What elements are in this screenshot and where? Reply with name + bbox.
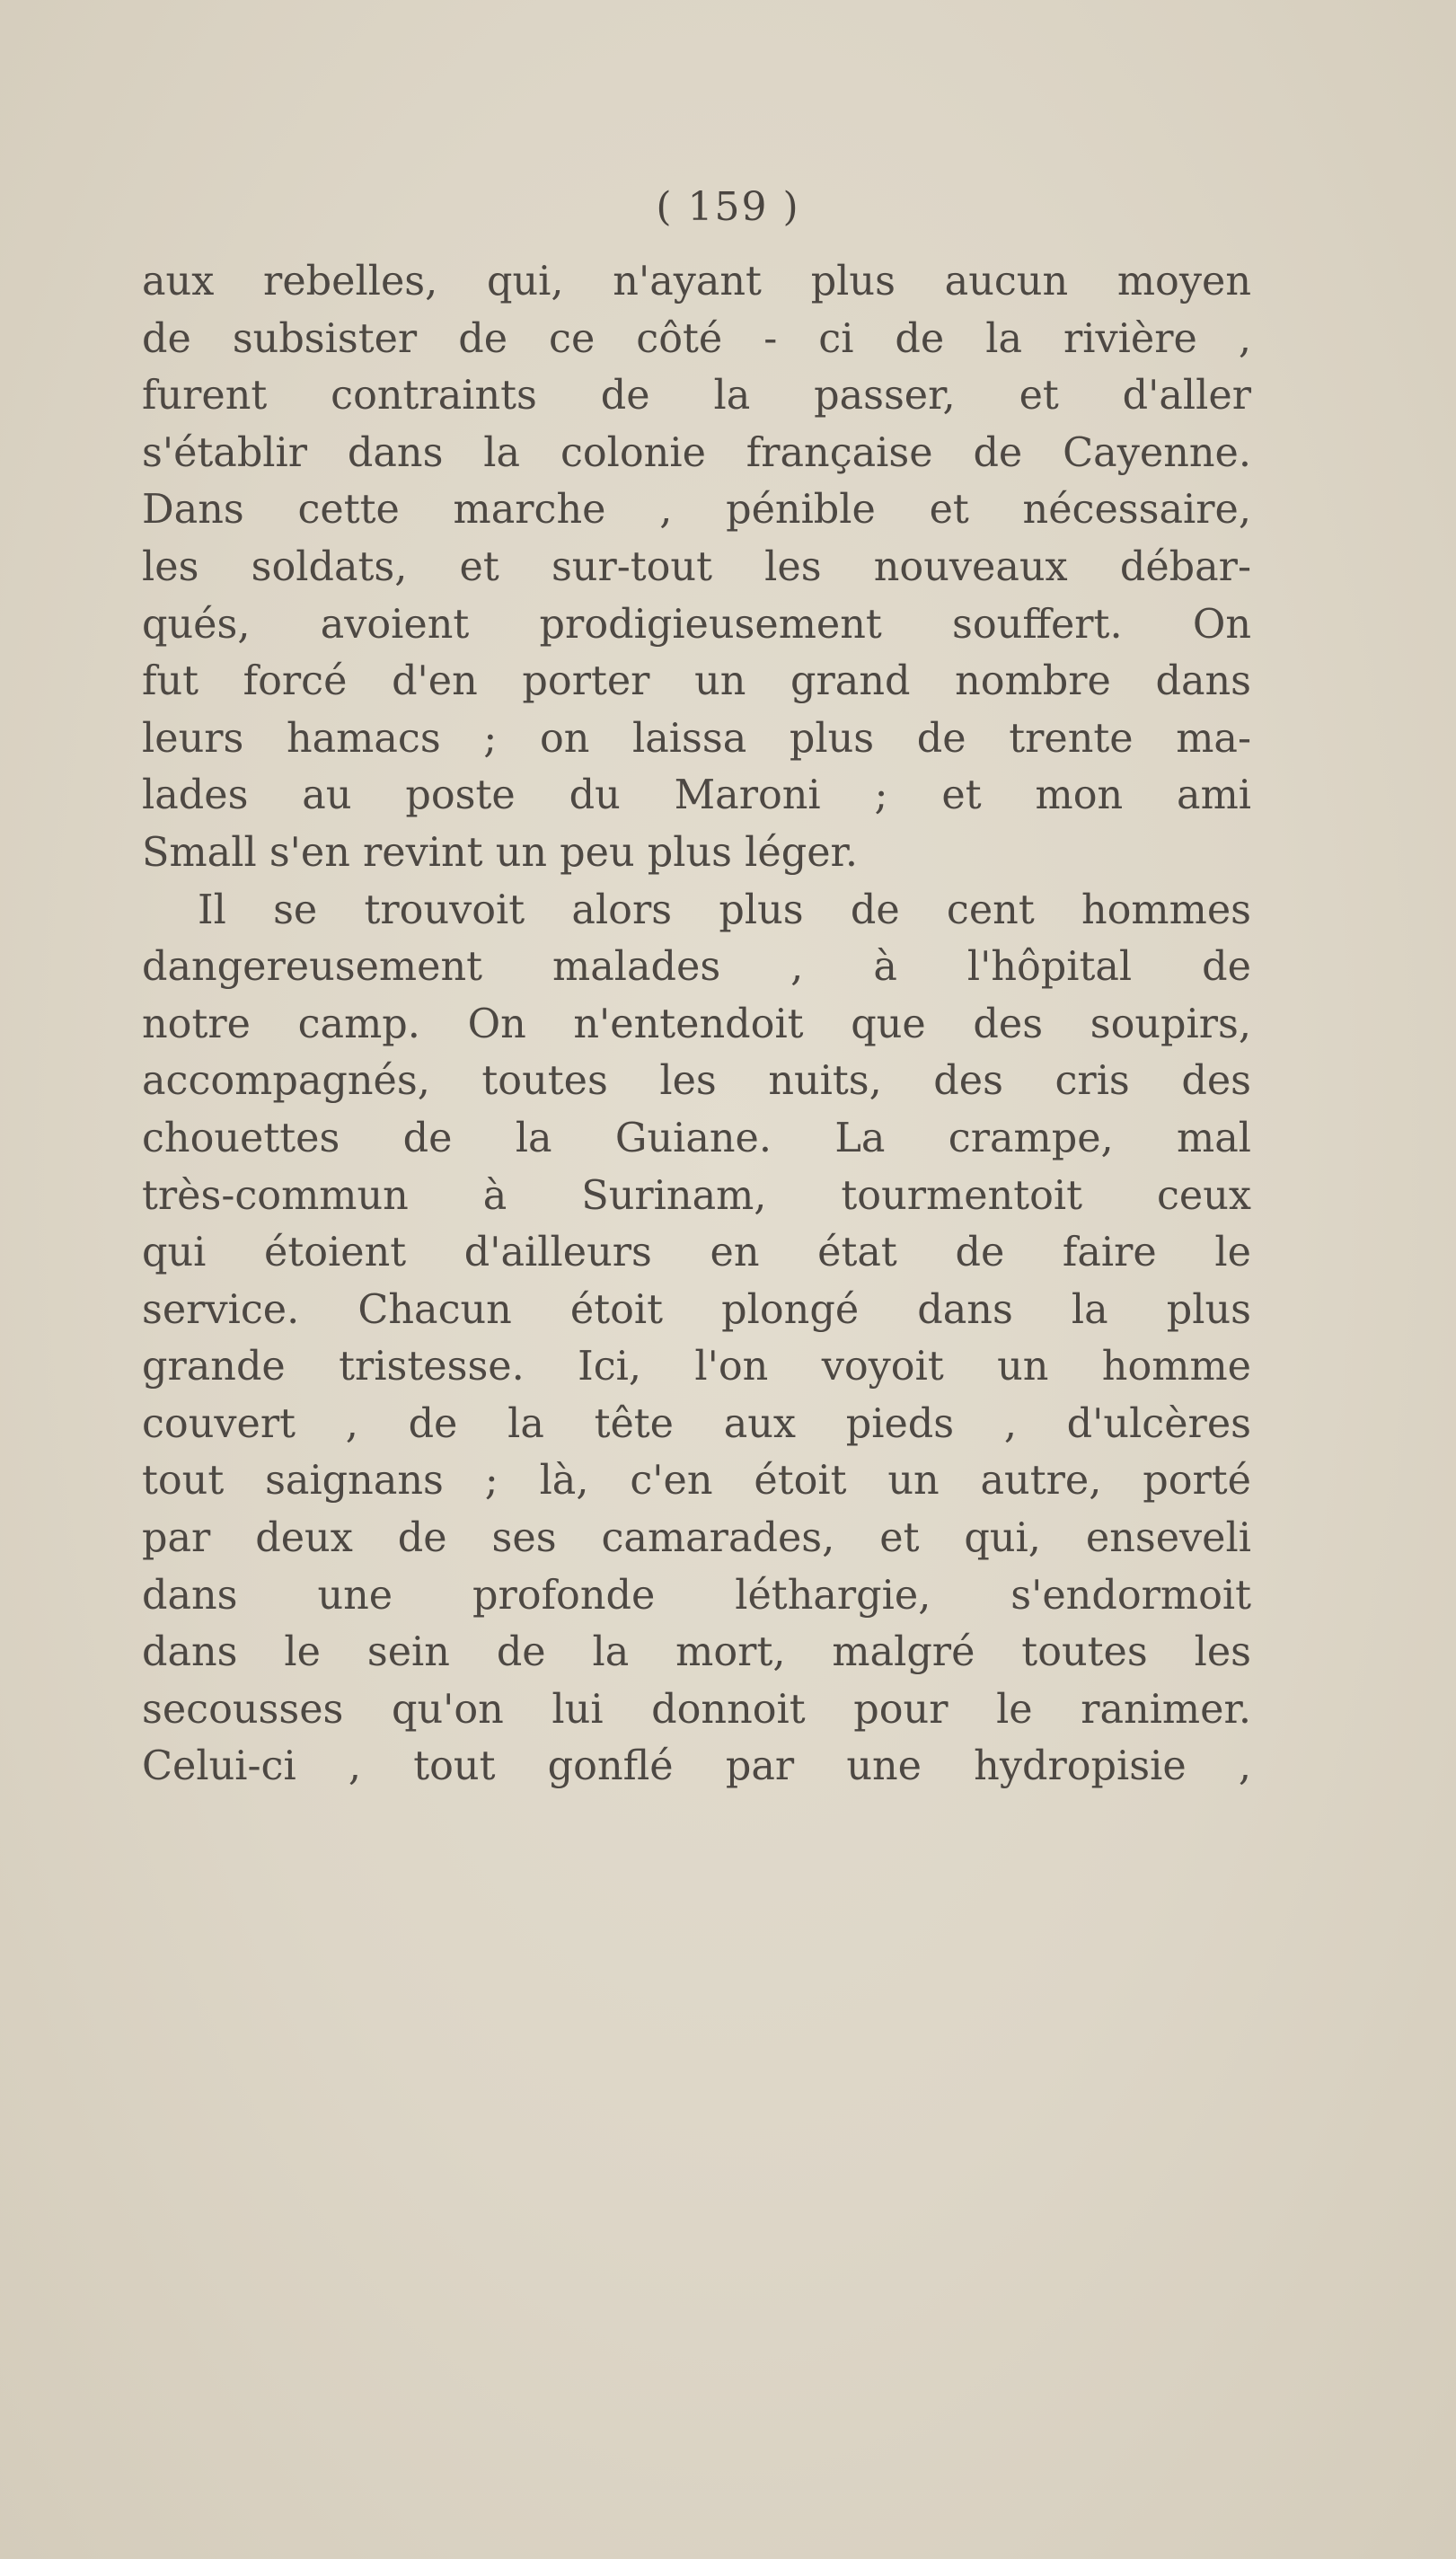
text-line: s'établir dans la colonie française de Cayenne. (142, 429, 1251, 476)
text-line: notre camp. On n'entendoit que des soupirs, (142, 1001, 1251, 1047)
text-line: lades au poste du Maroni ; et mon ami (142, 772, 1251, 819)
text-line: fut forcé d'en porter un grand nombre dans (142, 658, 1251, 705)
text-line: dangereusement malades , à l'hôpital de (142, 944, 1251, 991)
text-line: par deux de ses camarades, et qui, enseveli (142, 1515, 1251, 1562)
text-line: dans une profonde léthargie, s'endormoit (142, 1572, 1251, 1619)
text-line: les soldats, et sur-tout les nouveaux débar- (142, 543, 1251, 590)
text-line: leurs hamacs ; on laissa plus de trente ma- (142, 715, 1251, 762)
text-line: qui étoient d'ailleurs en état de faire le (142, 1230, 1251, 1276)
text-line: Il se trouvoit alors plus de cent hommes (198, 887, 1251, 933)
text-line: grande tristesse. Ici, l'on voyoit un homme (142, 1344, 1251, 1390)
text-line: furent contraints de la passer, et d'aller (142, 373, 1251, 419)
text-line: chouettes de la Guiane. La crampe, mal (142, 1115, 1251, 1161)
text-line: service. Chacun étoit plongé dans la plus (142, 1286, 1251, 1333)
text-line: de subsister de ce côté - ci de la rivière , (142, 315, 1251, 362)
text-line: dans le sein de la mort, malgré toutes les (142, 1629, 1251, 1676)
text-line: Dans cette marche , pénible et nécessaire, (142, 487, 1251, 534)
text-line: qués, avoient prodigieusement souffert. On (142, 601, 1251, 648)
text-line: secousses qu'on lui donnoit pour le ranimer. (142, 1686, 1251, 1733)
text-line: Celui-ci , tout gonflé par une hydropisie , (142, 1743, 1251, 1790)
text-line: Small s'en revint un peu plus léger. (142, 829, 859, 876)
text-line: couvert , de la tête aux pieds , d'ulcères (142, 1400, 1251, 1447)
text-line: tout saignans ; là, c'en étoit un autre, porté (142, 1458, 1251, 1505)
page-number: ( 159 ) (656, 184, 800, 230)
body-text (142, 253, 1251, 1796)
text-line: très-commun à Surinam, tourmentoit ceux (142, 1172, 1251, 1219)
text-line: accompagnés, toutes les nuits, des cris des (142, 1058, 1251, 1105)
text-line: aux rebelles, qui, n'ayant plus aucun moyen (142, 259, 1251, 304)
